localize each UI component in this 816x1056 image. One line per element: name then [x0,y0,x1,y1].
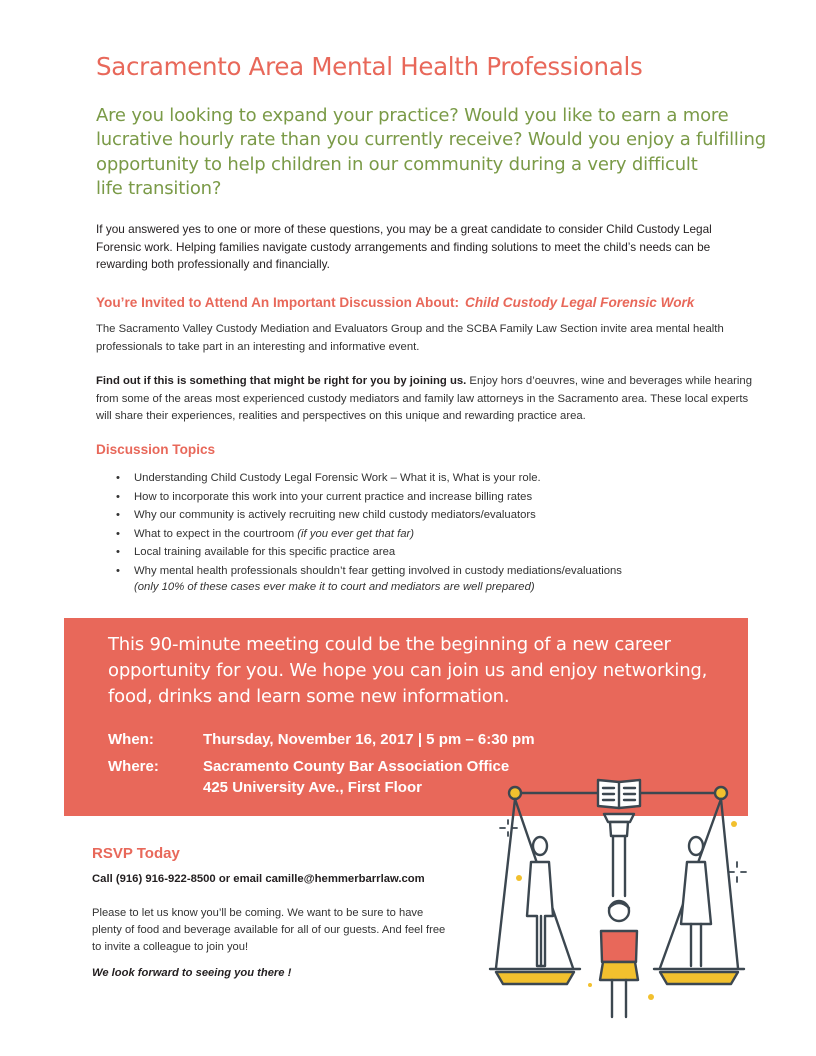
rsvp-note-line: Please to let us know you’ll be coming. We want to be sure to have [92,907,424,919]
where-label: Where: [108,758,159,775]
when-value: Thursday, November 16, 2017 | 5 pm – 6:30 pm [203,731,535,748]
intro-paragraph: If you answered yes to one or more of these questions, you may be a great candidate to consider Child Custody Legal Forensic work. Helping families navigate custody arrangements and finding solutions to meet the child’s needs can be rewarding both professionally and financially. [96,222,712,271]
topic-text: Understanding Child Custody Legal Forensic Work – What it is, What is your role. [134,472,541,484]
beam-end-right-icon [715,787,727,799]
lead-line: opportunity to help children in our community during a very difficult [96,153,698,175]
lead-line: Are you looking to expand your practice? Would you like to earn a more [96,105,729,126]
event-lead-line: food, drinks and learn some new information. [108,686,510,707]
list-item [116,469,756,488]
rsvp-contact: Call (916) 916-922-8500 or email camille@hemmerbarrlaw.com [92,873,425,885]
scales-of-justice-illustration [480,760,770,1030]
lead-line: lucrative hourly rate than you currently receive? Would you enjoy a fulfilling [96,129,766,151]
find-out-paragraph [96,373,756,426]
where-line-2: 425 University Ave., First Floor [203,779,422,796]
list-item [116,488,756,507]
rsvp-note-line: to invite a colleague to join you! [92,941,249,953]
topics-heading: Discussion Topics [96,442,216,457]
find-out-lead: Find out if this is something that might be right for you by joining us. [96,375,467,387]
where-line-1: Sacramento County Bar Association Office [203,758,510,775]
woman-figure-icon [681,837,711,966]
invitation-heading-text: You’re Invited to Attend An Important Discussion About: [96,295,459,310]
topic-text: How to incorporate this work into your current practice and increase billing rates [134,490,533,503]
sparkle-icon [500,820,517,836]
lead-line: life transition? [96,177,222,199]
beam-end-left-icon [509,787,521,799]
topic-note: (only 10% of these cases ever make it to court and mediators are well prepared) [134,581,535,593]
topic-text: What to expect in the courtroom [134,527,295,540]
scale-pillar [604,814,634,896]
child-figure-icon [600,901,638,1017]
topics-list [116,469,756,594]
closing-line: We look forward to seeing you there ! [92,967,292,979]
find-out-body: Enjoy hors d’oeuvres, wine and beverages while hearing from some of the areas most experienced custody mediators and family law attorneys in the Sacramento area. These local experts will share their experiences, realities and perspectives on this unique and rewarding practice area. [96,375,752,423]
lead-questions [96,104,766,201]
man-figure-icon [527,837,553,966]
rsvp-note-line: plenty of food and beverage available for all of our guests. And feel free [92,924,446,936]
sparkle-icon [729,862,746,882]
when-label: When: [108,731,154,748]
event-lead-line: This 90-minute meeting could be the beginning of a new career [108,634,671,655]
list-item [116,525,756,544]
rsvp-heading: RSVP Today [92,845,180,862]
rsvp-note [92,905,482,956]
list-item [116,543,756,562]
invitation-heading [96,295,694,310]
right-scale-pan [654,969,744,984]
event-lead [108,632,728,710]
list-item [116,506,756,525]
page-title: Sacramento Area Mental Health Professionals [96,52,643,81]
topic-text: Why mental health professionals shouldn’t fear getting involved in custody mediations/evaluations [134,564,622,577]
topic-text: Why our community is actively recruiting new child custody mediators/evaluators [134,509,536,521]
topic-note: (if you ever get that far) [297,527,415,540]
invitation-topic: Child Custody Legal Forensic Work [465,295,695,310]
open-book-icon [598,780,640,808]
topic-text: Local training available for this specific practice area [134,546,396,558]
invitation-paragraph: The Sacramento Valley Custody Mediation and Evaluators Group and the SCBA Family Law Section invite area mental health professionals to take part in an interesting and informative event. [96,323,724,353]
event-lead-line: opportunity for you. We hope you can join us and enjoy networking, [108,660,708,681]
left-scale-pan [490,969,580,984]
list-item [116,562,756,595]
